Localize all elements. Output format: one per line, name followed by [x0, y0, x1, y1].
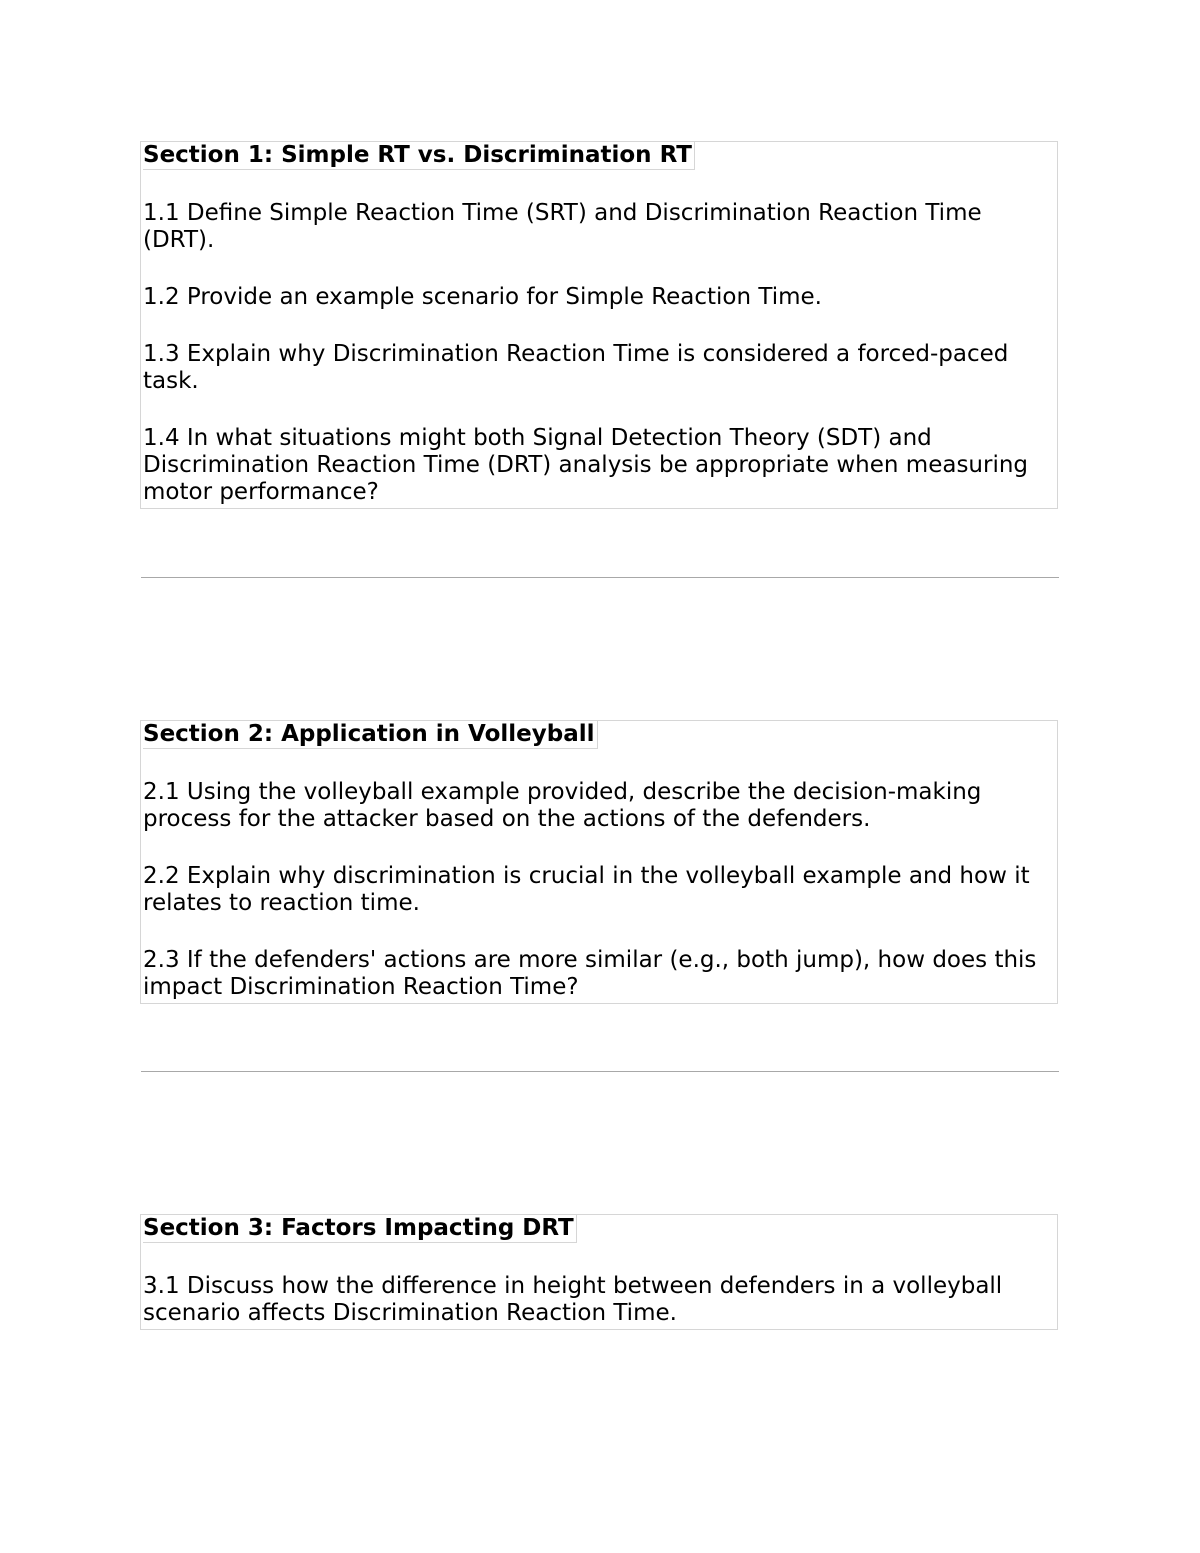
question-2-1: 2.1 Using the volleyball example provided, describe the decision-making process for the attacker based on the actions of the defenders.	[143, 779, 982, 832]
question-1-2: 1.2 Provide an example scenario for Simple Reaction Time.	[143, 284, 822, 310]
question-1-3: 1.3 Explain why Discrimination Reaction Time is considered a forced-paced task.	[143, 341, 1009, 394]
section-3	[140, 1214, 1058, 1330]
section-3-title: Section 3: Factors Impacting DRT	[143, 1215, 577, 1243]
question-1-4: 1.4 In what situations might both Signal Detection Theory (SDT) and Discrimination Reaction Time (DRT) analysis be appropriate when measuring motor performance?	[143, 425, 1029, 505]
question-2-3: 2.3 If the defenders' actions are more similar (e.g., both jump), how does this impact Discrimination Reaction Time?	[143, 947, 1037, 1000]
section-divider	[141, 1071, 1059, 1072]
question-3-1: 3.1 Discuss how the difference in height between defenders in a volleyball scenario affects Discrimination Reaction Time.	[143, 1273, 1003, 1326]
section-2	[140, 720, 1058, 1004]
section-1	[140, 141, 1058, 509]
section-1-title: Section 1: Simple RT vs. Discrimination RT	[143, 142, 695, 170]
question-1-1: 1.1 Define Simple Reaction Time (SRT) and Discrimination Reaction Time (DRT).	[143, 200, 982, 253]
section-divider	[141, 577, 1059, 578]
section-2-title: Section 2: Application in Volleyball	[143, 721, 598, 749]
question-2-2: 2.2 Explain why discrimination is crucial in the volleyball example and how it relates to reaction time.	[143, 863, 1030, 916]
